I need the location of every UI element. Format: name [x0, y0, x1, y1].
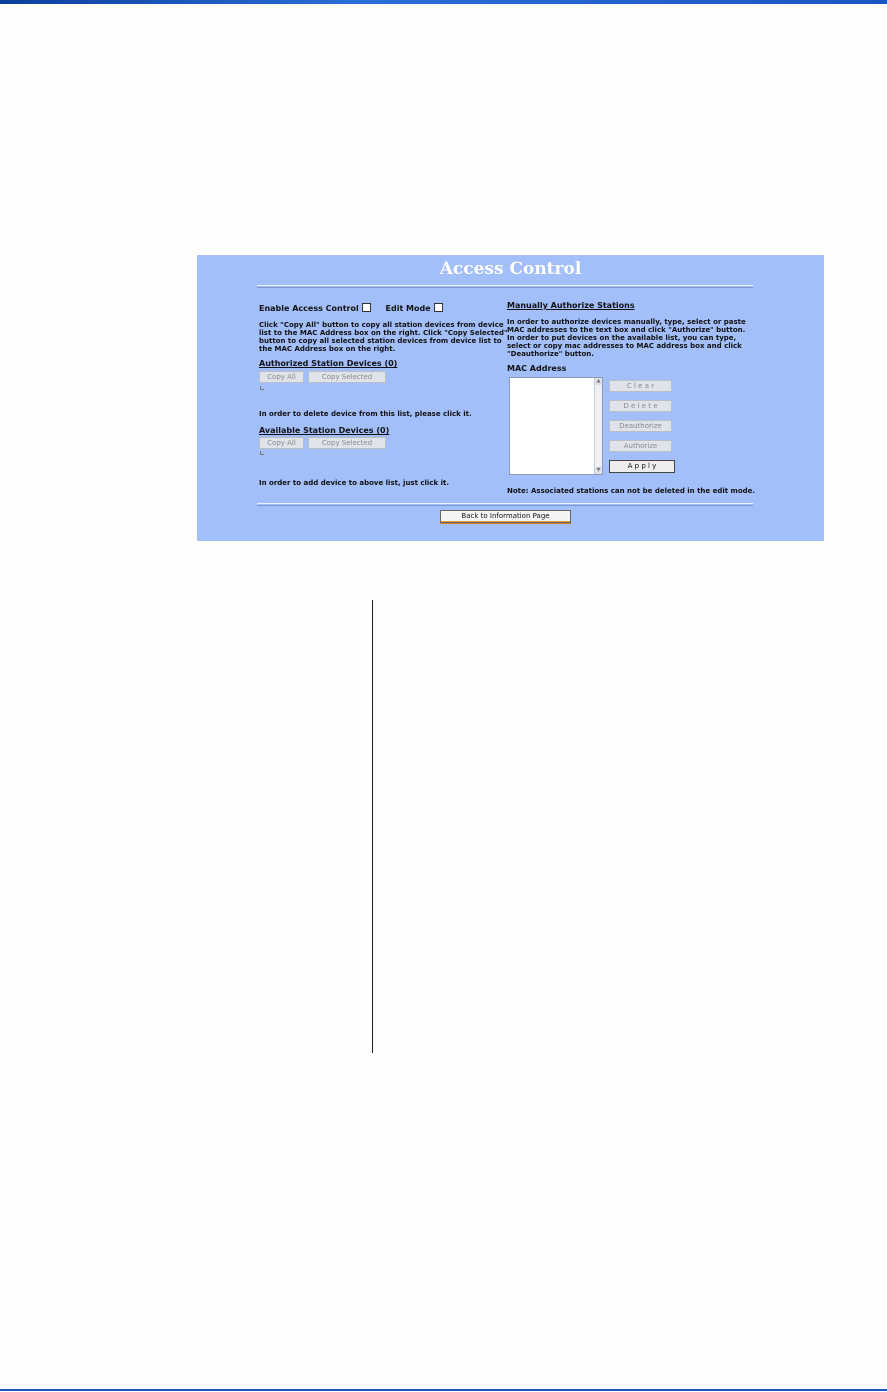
scroll-up-icon[interactable]: ▲: [596, 378, 601, 384]
bottom-separator: [257, 503, 753, 506]
edit-mode-label: Edit Mode: [385, 304, 431, 313]
available-copy-selected-button[interactable]: Copy Selected: [308, 437, 386, 449]
manual-help-line-3: In order to put devices on the available list, you can type,: [507, 334, 737, 342]
manual-help-line-4: select or copy mac addresses to MAC address box and click: [507, 342, 742, 350]
enable-access-control-label: Enable Access Control: [259, 304, 359, 313]
back-to-information-page-button[interactable]: Back to Information Page: [440, 510, 571, 523]
available-devices-list[interactable]: [260, 451, 264, 455]
apply-button[interactable]: A p p l y: [609, 460, 675, 473]
top-rule: [0, 0, 887, 4]
clear-button[interactable]: C l e a r: [609, 380, 672, 392]
available-copy-all-button[interactable]: Copy All: [259, 437, 304, 449]
available-devices-heading: Available Station Devices (0): [259, 426, 390, 435]
bottom-rule: [0, 1389, 887, 1391]
mac-address-scrollbar[interactable]: [594, 378, 602, 474]
manual-help-line-5: "Deauthorize" button.: [507, 350, 594, 358]
authorized-copy-selected-button[interactable]: Copy Selected: [308, 371, 386, 383]
authorized-copy-all-button[interactable]: Copy All: [259, 371, 304, 383]
edit-mode-note: Note: Associated stations can not be deleted in the edit mode.: [507, 487, 756, 495]
manual-authorize-heading: Manually Authorize Stations: [507, 301, 635, 310]
manual-help-line-1: In order to authorize devices manually, type, select or paste: [507, 318, 746, 326]
mac-address-label: MAC Address: [507, 364, 567, 373]
enable-access-control-row: [259, 303, 443, 313]
add-help: In order to add device to above list, just click it.: [259, 479, 449, 487]
copy-help-line-3: button to copy all selected station devices from device list to: [259, 337, 502, 345]
top-separator: [257, 285, 753, 288]
vertical-divider: [372, 600, 373, 1053]
authorized-devices-list[interactable]: [260, 386, 264, 390]
copy-help-line-4: the MAC Address box on the right.: [259, 345, 396, 353]
mac-address-textarea[interactable]: [509, 377, 603, 475]
access-control-panel: [197, 255, 824, 541]
deauthorize-button[interactable]: Deauthorize: [609, 420, 672, 432]
copy-help-line-2: list to the MAC Address box on the right. Click "Copy Selected": [259, 329, 508, 337]
delete-help: In order to delete device from this list, please click it.: [259, 410, 472, 418]
delete-button[interactable]: D e l e t e: [609, 400, 672, 412]
enable-access-control-checkbox[interactable]: [362, 303, 371, 312]
authorize-button[interactable]: Authorize: [609, 440, 672, 452]
authorized-devices-heading: Authorized Station Devices (0): [259, 359, 398, 368]
copy-help-line-1: Click "Copy All" button to copy all station devices from device: [259, 321, 504, 329]
scroll-down-icon[interactable]: ▼: [596, 467, 601, 473]
panel-title: Access Control: [439, 259, 582, 279]
edit-mode-checkbox[interactable]: [434, 303, 443, 312]
manual-help-line-2: MAC addresses to the text box and click "Authorize" button.: [507, 326, 746, 334]
